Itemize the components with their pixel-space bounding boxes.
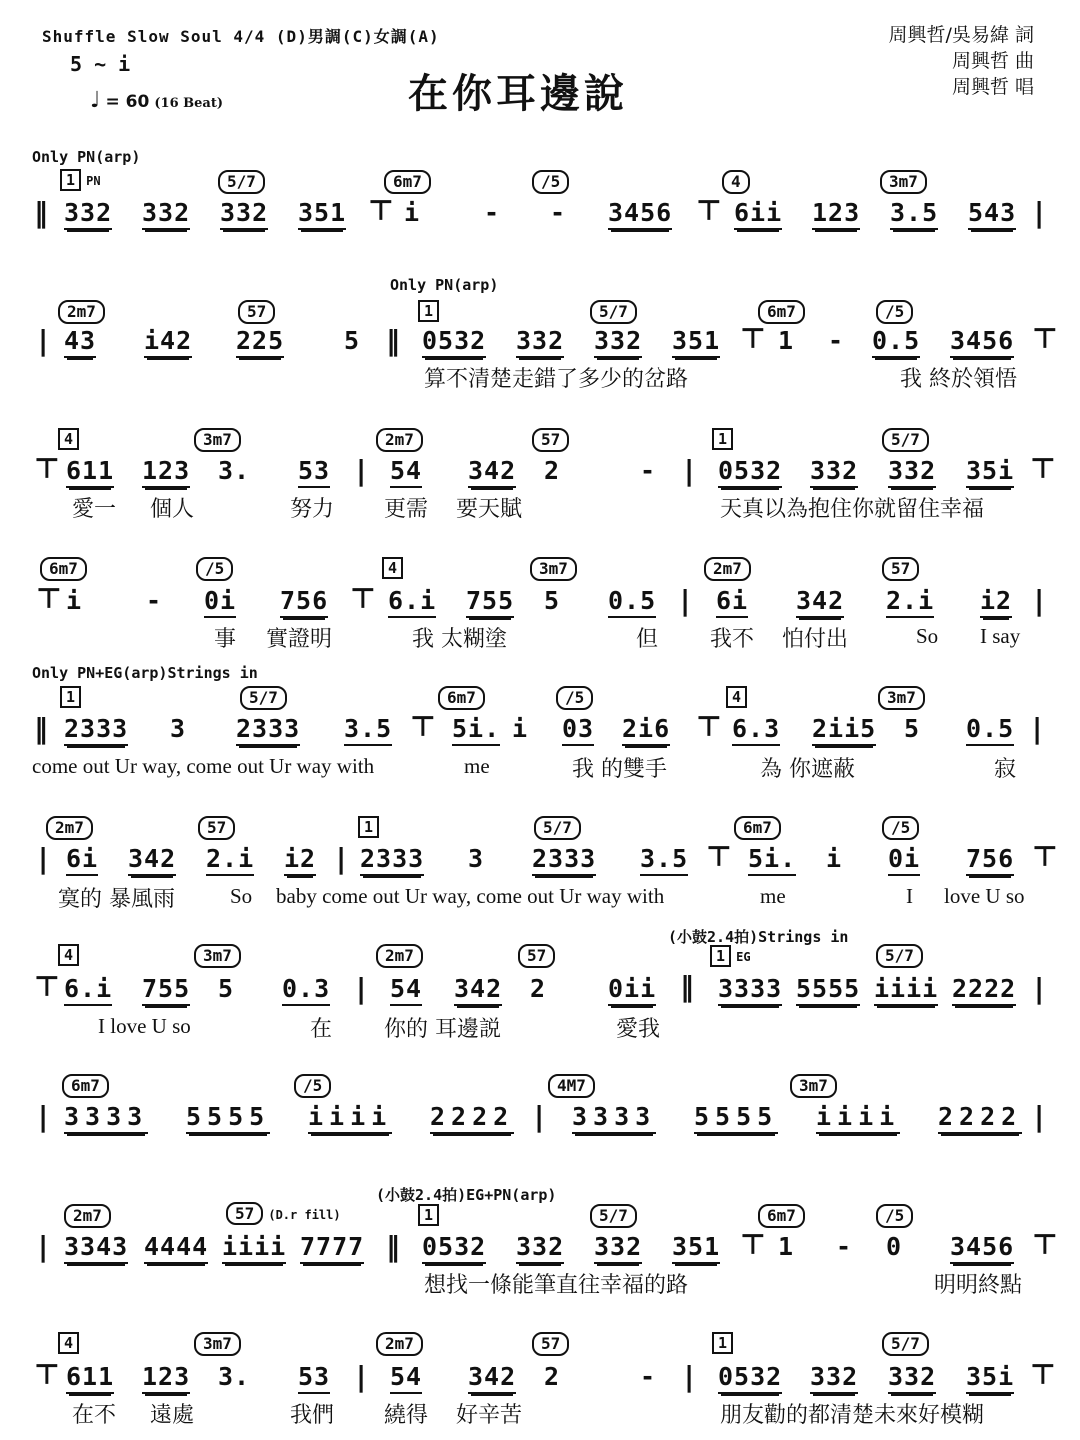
- chord-box: 4: [58, 1332, 79, 1354]
- lyric-word: 但: [636, 627, 659, 652]
- note-group: 3.5: [344, 714, 392, 746]
- note-group: 6i: [66, 844, 98, 876]
- lyricist-credit: 周興哲/吳易緯 詞: [888, 24, 1034, 46]
- note-group: 351: [298, 198, 346, 230]
- note-group: i: [512, 714, 529, 743]
- lyric-word: 個人: [150, 497, 195, 522]
- chord-box: 57: [882, 557, 919, 581]
- bar-line: |: [356, 1360, 367, 1393]
- note-group: 755: [142, 974, 190, 1006]
- note-dash: -: [146, 586, 163, 615]
- chord-box: 2m7: [704, 557, 751, 581]
- lyric-word: I: [906, 884, 913, 908]
- note-group: iiii: [816, 1102, 900, 1134]
- note-group: 332: [516, 326, 564, 358]
- note-dash: -: [836, 1232, 853, 1261]
- lyric-line: 天真以為抱住你就留住幸福: [720, 497, 985, 522]
- chord-box: 6m7: [758, 1204, 805, 1228]
- bar-line: |: [1032, 712, 1043, 745]
- note-group: 332: [142, 198, 190, 230]
- chord-box: 1 PN: [60, 170, 101, 189]
- chord-box: 57: [518, 944, 555, 968]
- lyric-word: 寞的 暴風雨: [58, 887, 175, 912]
- lyric-word: 在不: [72, 1403, 117, 1428]
- chord-box: 5/7: [240, 686, 287, 710]
- lyric-word: I love U so: [98, 1014, 191, 1038]
- chord-box: 4: [722, 170, 750, 194]
- note-group: 332: [594, 326, 642, 358]
- tie-bar: ⊤: [696, 710, 722, 743]
- note-group: 5555: [796, 974, 860, 1006]
- tie-bar: ⊤: [706, 840, 732, 873]
- lyric-word: So: [230, 884, 253, 908]
- lyric-word: 愛一: [72, 497, 117, 522]
- note-group: 756: [966, 844, 1014, 876]
- note-group: 0532: [422, 326, 486, 358]
- chord-box: 3m7: [194, 428, 241, 452]
- note-group: 3.: [218, 456, 251, 485]
- note-group: 54: [390, 1362, 422, 1394]
- chord-box: /5: [556, 686, 593, 710]
- bar-line: |: [680, 584, 691, 617]
- note-group: 332: [594, 1232, 642, 1264]
- chord-box: 3m7: [194, 944, 241, 968]
- note-group: 2333: [360, 844, 424, 876]
- chord-box: /5: [196, 557, 233, 581]
- note-group: i42: [144, 326, 192, 358]
- note-group: 54: [390, 974, 422, 1006]
- note-group: 332: [516, 1232, 564, 1264]
- note-group: 54: [390, 456, 422, 488]
- note-group: 6.i: [64, 974, 112, 1006]
- note-group: 2: [530, 974, 547, 1003]
- bar-line: |: [356, 972, 367, 1005]
- tie-bar: ⊤: [1030, 452, 1056, 485]
- note-group: 1: [778, 1232, 795, 1261]
- note-group: 6i: [716, 586, 748, 618]
- note-group: 5555: [694, 1102, 778, 1134]
- lyric-word: 我 太糊塗: [412, 627, 507, 652]
- repeat-bar: ‖: [386, 1230, 400, 1263]
- chord-box: 57 (D.r fill): [226, 1204, 341, 1224]
- lyric-word: 我 的雙手: [572, 757, 667, 782]
- repeat-bar: ‖: [34, 712, 48, 745]
- note-group: 5i.: [452, 714, 500, 746]
- note-group: 0: [886, 1232, 903, 1261]
- note-group: 4444: [144, 1232, 208, 1264]
- bar-line: |: [684, 1360, 695, 1393]
- bar-line: |: [38, 1100, 49, 1133]
- note-group: 342: [468, 1362, 516, 1394]
- lyric-word: me: [464, 754, 490, 778]
- note-group: i2: [284, 844, 316, 876]
- chord-box: 6m7: [384, 170, 431, 194]
- lyric-word: I say: [980, 624, 1021, 648]
- note-group: 332: [810, 1362, 858, 1394]
- chord-box: /5: [532, 170, 569, 194]
- drum-fill-annotation: (D.r fill): [268, 1208, 341, 1222]
- note-group: 3.: [218, 1362, 251, 1391]
- note-group: 123: [142, 1362, 190, 1394]
- note-group: 332: [64, 198, 112, 230]
- note-group: 0532: [422, 1232, 486, 1264]
- note-group: 351: [672, 326, 720, 358]
- note-group: 53: [298, 456, 330, 488]
- singer-credit: 周興哲 唱: [951, 76, 1034, 98]
- note-group: 03: [562, 714, 594, 746]
- tie-bar: ⊤: [368, 194, 394, 227]
- chord-box: 5/7: [218, 170, 265, 194]
- chord-box: 3m7: [194, 1332, 241, 1356]
- note-group: 611: [66, 456, 114, 488]
- bar-line: |: [336, 842, 347, 875]
- chord-box: 4: [726, 686, 747, 708]
- note-group: 3343: [64, 1232, 128, 1264]
- note-group: 3456: [608, 198, 672, 230]
- lyric-word: 要天賦: [456, 497, 523, 522]
- lyric-word: 繞得: [384, 1403, 429, 1428]
- note-group: 35i: [966, 1362, 1014, 1394]
- lyric-word: 努力: [290, 497, 335, 522]
- note-group: 3333: [64, 1102, 148, 1134]
- note-group: 2333: [532, 844, 596, 876]
- tempo-marking: [90, 88, 224, 116]
- chord-box: 5/7: [590, 300, 637, 324]
- lyric-line: 我 終於領悟: [900, 367, 1017, 392]
- chord-box: 2m7: [46, 816, 93, 840]
- note-group: 3456: [950, 326, 1014, 358]
- note-group: 611: [66, 1362, 114, 1394]
- note-group: 5555: [186, 1102, 270, 1134]
- note-group: 43: [64, 326, 96, 358]
- lyric-word: 好辛苦: [456, 1403, 523, 1428]
- repeat-bar: ‖: [680, 970, 694, 1003]
- note-group: 0i: [204, 586, 236, 618]
- repeat-bar: ‖: [34, 196, 48, 229]
- lyric-word: So: [916, 624, 939, 648]
- chord-box: /5: [876, 1204, 913, 1228]
- note-group: 5i.: [748, 844, 796, 876]
- tie-bar: ⊤: [740, 1228, 766, 1261]
- note-group: 0.5: [966, 714, 1014, 746]
- tie-bar: ⊤: [740, 322, 766, 355]
- bar-line: |: [1034, 1100, 1045, 1133]
- chord-box: 2m7: [376, 428, 423, 452]
- chord-box: 2m7: [58, 300, 105, 324]
- range-label: 5 ~ i: [70, 52, 131, 76]
- note-group: 0.5: [872, 326, 920, 358]
- lyric-word: 寂: [994, 757, 1017, 782]
- lyric-word: 事: [214, 627, 237, 652]
- section-annotation: (小鼓2.4拍)Strings in: [668, 928, 849, 946]
- chord-box: 5/7: [534, 816, 581, 840]
- chord-box: /5: [876, 300, 913, 324]
- note-group: 2: [544, 456, 561, 485]
- note-group: i: [826, 844, 843, 873]
- chord-box: 4M7: [548, 1074, 595, 1098]
- chord-box: 4: [58, 944, 79, 966]
- lyric-word: 你的 耳邊説: [384, 1017, 501, 1042]
- note-group: 2ii5: [812, 714, 876, 746]
- note-group: 342: [468, 456, 516, 488]
- note-group: 342: [454, 974, 502, 1006]
- tie-bar: ⊤: [1032, 322, 1058, 355]
- bar-line: |: [1034, 972, 1045, 1005]
- note-group: 0.3: [282, 974, 330, 1006]
- section-annotation: Only PN(arp): [32, 148, 141, 166]
- note-group: 332: [810, 456, 858, 488]
- note-group: i: [66, 586, 83, 615]
- note-group: 123: [142, 456, 190, 488]
- note-group: 543: [968, 198, 1016, 230]
- note-group: iiii: [308, 1102, 392, 1134]
- note-group: 2i6: [622, 714, 670, 746]
- chord-box: 3m7: [878, 686, 925, 710]
- note-group: iiii: [874, 974, 938, 1006]
- note-group: 2333: [64, 714, 128, 746]
- song-title: 在你耳邊說: [408, 71, 628, 117]
- chord-box: 3m7: [790, 1074, 837, 1098]
- repeat-bar: ‖: [386, 324, 400, 357]
- note-group: 1: [778, 326, 795, 355]
- section-annotation: Only PN(arp): [390, 276, 499, 294]
- lyric-line: baby come out Ur way, come out Ur way with: [276, 884, 665, 908]
- chord-box: 6m7: [62, 1074, 109, 1098]
- tie-bar: ⊤: [1030, 1358, 1056, 1391]
- tempo-value: = 60: [105, 92, 150, 112]
- note-group: 3: [468, 844, 485, 873]
- note-group: 332: [220, 198, 268, 230]
- chord-box: 57: [198, 816, 235, 840]
- note-group: 2.i: [886, 586, 934, 618]
- bar-line: |: [38, 1230, 49, 1263]
- note-group: 5: [344, 326, 361, 355]
- note-group: 53: [298, 1362, 330, 1394]
- lyric-word: 遠處: [150, 1403, 195, 1428]
- chord-box: 2m7: [376, 944, 423, 968]
- note-group: 3: [170, 714, 187, 743]
- chord-box: 1: [712, 1332, 733, 1354]
- tie-bar: ⊤: [350, 582, 376, 615]
- note-group: 3333: [572, 1102, 656, 1134]
- note-dash: -: [640, 456, 657, 485]
- chord-box: 1: [60, 686, 81, 708]
- chord-box: 6m7: [734, 816, 781, 840]
- section-annotation: (小鼓2.4拍)EG+PN(arp): [376, 1186, 557, 1204]
- note-group: i: [404, 198, 421, 227]
- tie-bar: ⊤: [34, 452, 60, 485]
- lyric-word: 在: [310, 1017, 333, 1042]
- note-group: 2: [544, 1362, 561, 1391]
- lyric-word: 實證明: [266, 627, 333, 652]
- bar-line: |: [38, 842, 49, 875]
- note-group: 756: [280, 586, 328, 618]
- composer-credit: 周興哲 曲: [951, 50, 1034, 72]
- lyric-word: 為 你遮蔽: [760, 757, 855, 782]
- note-group: 5: [544, 586, 561, 615]
- note-group: 123: [812, 198, 860, 230]
- note-dash: -: [484, 198, 501, 227]
- bar-line: |: [38, 324, 49, 357]
- lyric-line: 朋友勸的都清楚未來好模糊: [720, 1403, 985, 1428]
- tie-bar: ⊤: [410, 710, 436, 743]
- note-group: 7777: [300, 1232, 364, 1264]
- chord-box: 57: [532, 1332, 569, 1356]
- note-group: 332: [888, 1362, 936, 1394]
- chord-box: 5/7: [876, 944, 923, 968]
- note-group: 755: [466, 586, 514, 618]
- bar-line: |: [534, 1100, 545, 1133]
- note-dash: -: [550, 198, 567, 227]
- chord-box: 5/7: [590, 1204, 637, 1228]
- chord-box: /5: [294, 1074, 331, 1098]
- note-group: 0532: [718, 456, 782, 488]
- note-group: 225: [236, 326, 284, 358]
- chord-box: 1: [418, 300, 439, 322]
- chord-box: /5: [882, 816, 919, 840]
- lyric-word: love U so: [944, 884, 1025, 908]
- note-group: 5: [218, 974, 235, 1003]
- chord-box: 1: [418, 1204, 439, 1226]
- section-annotation: Only PN+EG(arp)Strings in: [32, 664, 258, 682]
- chord-box: 3m7: [530, 557, 577, 581]
- note-dash: -: [640, 1362, 657, 1391]
- bar-line: |: [684, 454, 695, 487]
- chord-box: 6m7: [438, 686, 485, 710]
- chord-box: 57: [532, 428, 569, 452]
- lyric-line: 算不清楚走錯了多少的岔路: [424, 367, 689, 392]
- style-line: Shuffle Slow Soul 4/4 (D)男調(C)女調(A): [42, 27, 440, 46]
- chord-box: 3m7: [880, 170, 927, 194]
- note-group: 2.i: [206, 844, 254, 876]
- chord-box: 6m7: [40, 557, 87, 581]
- note-group: 3.5: [890, 198, 938, 230]
- lyric-word: 我不: [710, 627, 755, 652]
- note-group: 2333: [236, 714, 300, 746]
- note-group: 0.5: [608, 586, 656, 618]
- chord-box: 1 EG: [710, 946, 751, 965]
- note-group: 0ii: [608, 974, 656, 1006]
- note-group: 0532: [718, 1362, 782, 1394]
- note-group: 35i: [966, 456, 1014, 488]
- lyric-word: 愛我: [616, 1017, 661, 1042]
- lyric-word: me: [760, 884, 786, 908]
- chord-box: 4: [382, 557, 403, 579]
- note-group: iiii: [222, 1232, 286, 1264]
- lyric-line: 明明終點: [934, 1273, 1023, 1298]
- note-group: 0i: [888, 844, 920, 876]
- tie-bar: ⊤: [34, 1358, 60, 1391]
- note-dash: -: [828, 326, 845, 355]
- note-group: i2: [980, 586, 1012, 618]
- bar-line: |: [1034, 196, 1045, 229]
- chord-box: 5/7: [882, 428, 929, 452]
- chord-box: 1: [712, 428, 733, 450]
- lyric-word: 更需: [384, 497, 429, 522]
- note-group: 2222: [952, 974, 1016, 1006]
- note-group: 3456: [950, 1232, 1014, 1264]
- tie-bar: ⊤: [34, 970, 60, 1003]
- note-group: 6.i: [388, 586, 436, 618]
- note-group: 6.3: [732, 714, 780, 746]
- chord-box: 4: [58, 428, 79, 450]
- note-group: 2222: [430, 1102, 514, 1134]
- note-group: 342: [128, 844, 176, 876]
- lyric-word: 怕付出: [782, 627, 849, 652]
- note-group: 351: [672, 1232, 720, 1264]
- tie-bar: ⊤: [696, 194, 722, 227]
- chord-box: 2m7: [376, 1332, 423, 1356]
- tie-bar: ⊤: [1032, 840, 1058, 873]
- lyric-line: come out Ur way, come out Ur way with: [32, 754, 375, 778]
- lyric-word: 我們: [290, 1403, 335, 1428]
- bar-line: |: [1034, 584, 1045, 617]
- chord-box: 2m7: [64, 1204, 111, 1228]
- quarter-note-icon: ♩: [90, 88, 101, 113]
- chord-box: 1: [358, 816, 379, 838]
- bar-line: |: [356, 454, 367, 487]
- note-group: 342: [796, 586, 844, 618]
- chord-box: 6m7: [758, 300, 805, 324]
- note-group: 332: [888, 456, 936, 488]
- chord-box: 5/7: [882, 1332, 929, 1356]
- note-group: 3.5: [640, 844, 688, 876]
- beat-label: (16 Beat): [154, 96, 224, 111]
- note-group: 2222: [938, 1102, 1022, 1134]
- tie-bar: ⊤: [36, 582, 62, 615]
- note-group: 5: [904, 714, 921, 743]
- tie-bar: ⊤: [1032, 1228, 1058, 1261]
- note-group: 3333: [718, 974, 782, 1006]
- lyric-line: 想找一條能筆直往幸福的路: [424, 1273, 689, 1298]
- chord-box: 57: [238, 300, 275, 324]
- note-group: 6ii: [734, 198, 782, 230]
